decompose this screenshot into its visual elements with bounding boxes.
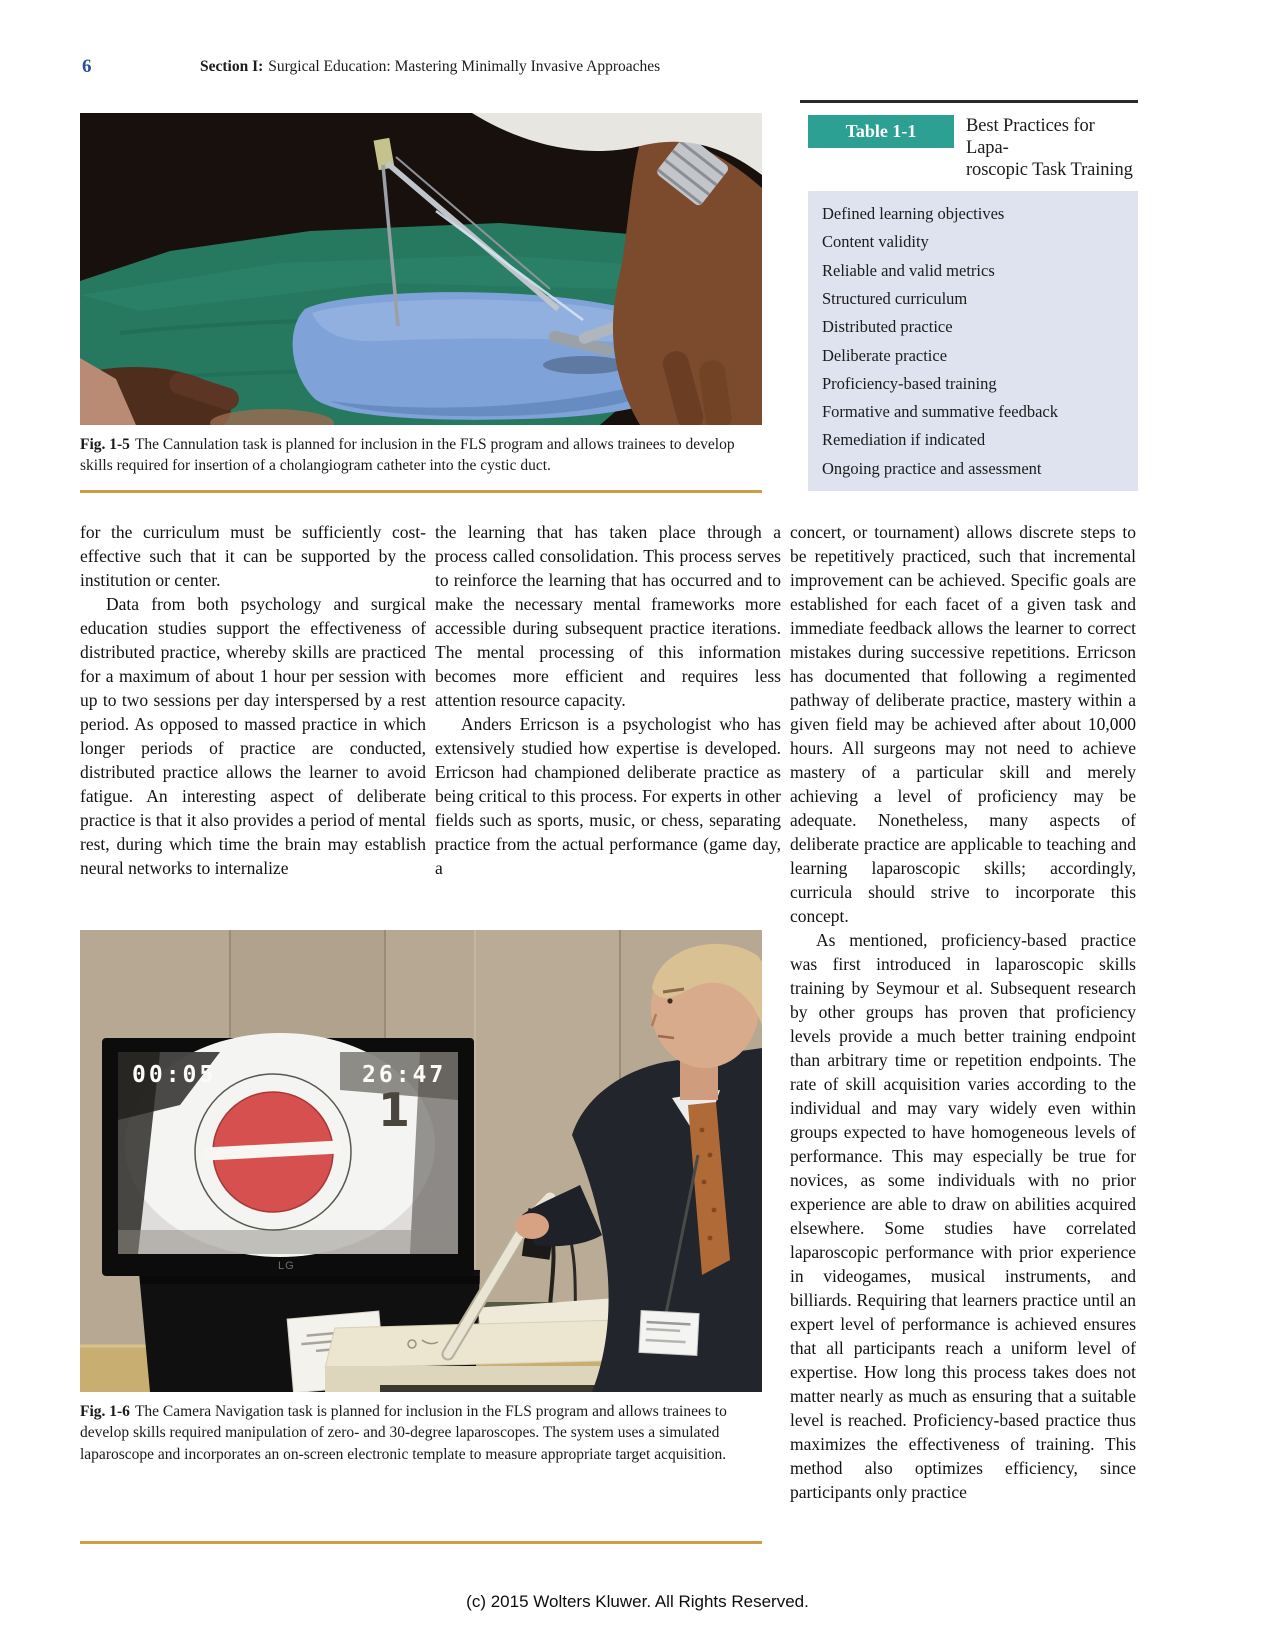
table-row: Defined learning objectives: [822, 204, 1005, 224]
cannulation-photo-illustration: [80, 113, 762, 425]
camera-navigation-photo-illustration: [80, 930, 762, 1392]
running-head-section: Section I:: [200, 58, 264, 75]
eye: [667, 998, 672, 1003]
table-1-1: [800, 100, 1138, 491]
table-row: Structured curriculum: [822, 288, 968, 308]
figure-1-5: [80, 113, 762, 493]
table-row: Deliberate practice: [822, 345, 948, 365]
tv-monitor: [102, 1033, 480, 1284]
page-header: [80, 56, 1135, 84]
running-head-title: Surgical Education: Mastering Minimally Invasive Approaches: [268, 58, 661, 75]
figure-1-5-divider: [80, 490, 762, 493]
paragraph: for the curriculum must be sufficiently cost-effective such that it can be supported by the institution or center.: [80, 522, 426, 590]
page-number: 6: [82, 56, 92, 77]
running-head: [200, 58, 660, 76]
screen-timer-left: 00:05: [132, 1062, 217, 1088]
figure-1-6-label: Fig. 1-6: [80, 1403, 130, 1420]
name-badge: [639, 1311, 699, 1356]
table-row: Ongoing practice and assessment: [822, 458, 1042, 478]
figure-1-5-caption: Fig. 1-5 The Cannulation task is planned for inclusion in the FLS program and allows trainees to develop skills required for insertion of a cholangiogram catheter into the cystic duct.: [80, 436, 735, 475]
table-row: Content validity: [822, 232, 929, 252]
tv-brand-logo: LG: [278, 1260, 295, 1272]
figure-1-5-photo: [80, 113, 762, 425]
text-column-3: [790, 520, 1136, 1504]
text-column-1: [80, 520, 426, 880]
screen-timer-right: 26:47: [362, 1062, 447, 1088]
paragraph: the learning that has taken place through a process called consolidation. This process serves to reinforce the learning that has occurred and to make the necessary mental frameworks more accessible during subsequent practice iterations. The mental processing of this information becomes more efficient and requires less attention resource capacity.: [435, 522, 781, 710]
table-top-rule: [800, 100, 1138, 103]
table-1-1-header: [800, 115, 1138, 182]
figure-1-6: [80, 930, 762, 1544]
table-row: Remediation if indicated: [822, 430, 986, 450]
target-number: 1: [378, 1083, 411, 1137]
table-row: Distributed practice: [822, 317, 953, 337]
figure-1-6-divider: [80, 1541, 762, 1544]
figure-1-6-photo: [80, 930, 762, 1392]
text-column-2: [435, 520, 781, 880]
figure-1-5-label: Fig. 1-5: [80, 436, 130, 453]
table-1-1-badge: Table 1-1: [808, 115, 954, 148]
table-1-1-body: [808, 191, 1138, 491]
figure-1-6-caption: Fig. 1-6 The Camera Navigation task is planned for inclusion in the FLS program and allows trainees to develop skills required manipulation of zero- and 30-degree laparoscopes. The system uses a simulated laparoscope and incorporates an on-screen electronic template to measure appropriate target acquisition.: [80, 1403, 727, 1463]
paragraph: Data from both psychology and surgical education studies support the effectiveness of distributed practice, whereby skills are practiced for a maximum of about 1 hour per session with up to two sessions per day interspersed by a rest period. As opposed to massed practice in which longer periods of practice are conducted, distributed practice allows the learner to avoid fatigue. An interesting aspect of deliberate practice is that it also provides a period of mental rest, during which time the brain may establish neural networks to internalize: [80, 594, 426, 878]
copyright-footer: (c) 2015 Wolters Kluwer. All Rights Reserved.: [466, 1592, 809, 1611]
surgeon-arm: [613, 133, 762, 425]
paragraph: Anders Erricson is a psychologist who has extensively studied how expertise is developed. Erricson had championed deliberate practice as being critical to this process. For experts in other fields such as sports, music, or chess, separating practice from the actual performance (game day, a: [435, 714, 781, 878]
hand: [515, 1213, 549, 1239]
table-row: Formative and summative feedback: [822, 402, 1058, 422]
table-row: Proficiency-based training: [822, 373, 997, 393]
table-1-1-title: Best Practices for Lapa- roscopic Task Training: [966, 115, 1133, 180]
table-row: Reliable and valid metrics: [822, 260, 995, 280]
paragraph: concert, or tournament) allows discrete steps to be repetitively practiced, such that incremental improvement can be achieved. Specific goals are established for each facet of a given task and immediate feedback allows the learner to correct mistakes during successive repetitions. Erricson has documented that following a regimented pathway of deliberate practice, mastery within a given field may be achieved after about 10,000 hours. All surgeons may not need to achieve mastery of a particular skill and merely achieving a level of proficiency may be adequate. Nonetheless, many aspects of deliberate practice are applicable to teaching and learning laparoscopic skills; accordingly, curricula should strive to incorporate this concept.: [790, 522, 1136, 926]
paragraph: As mentioned, proficiency-based practice was first introduced in laparoscopic skills training by Seymour et al. Subsequent research by other groups has proven that proficiency levels provide a much better training endpoint than arbitrary time or repetition endpoints. The rate of skill acquisition varies according to the individual and may vary widely even within groups expected to have homogeneous levels of performance. This may especially be true for novices, as some individuals with no prior experience are able to draw on abilities acquired elsewhere. Some studies have correlated laparoscopic performance with prior experience in videogames, musical instruments, and billiards. Requiring that learners practice until an expert level of performance is achieved ensures that all participants reach a uniform level of expertise. How long this process takes does not matter nearly as much as ensuring that a suitable level is reached. Proficiency-based practice thus maximizes the effectiveness of training. This method also optimizes efficiency, since participants only practice: [790, 930, 1136, 1502]
